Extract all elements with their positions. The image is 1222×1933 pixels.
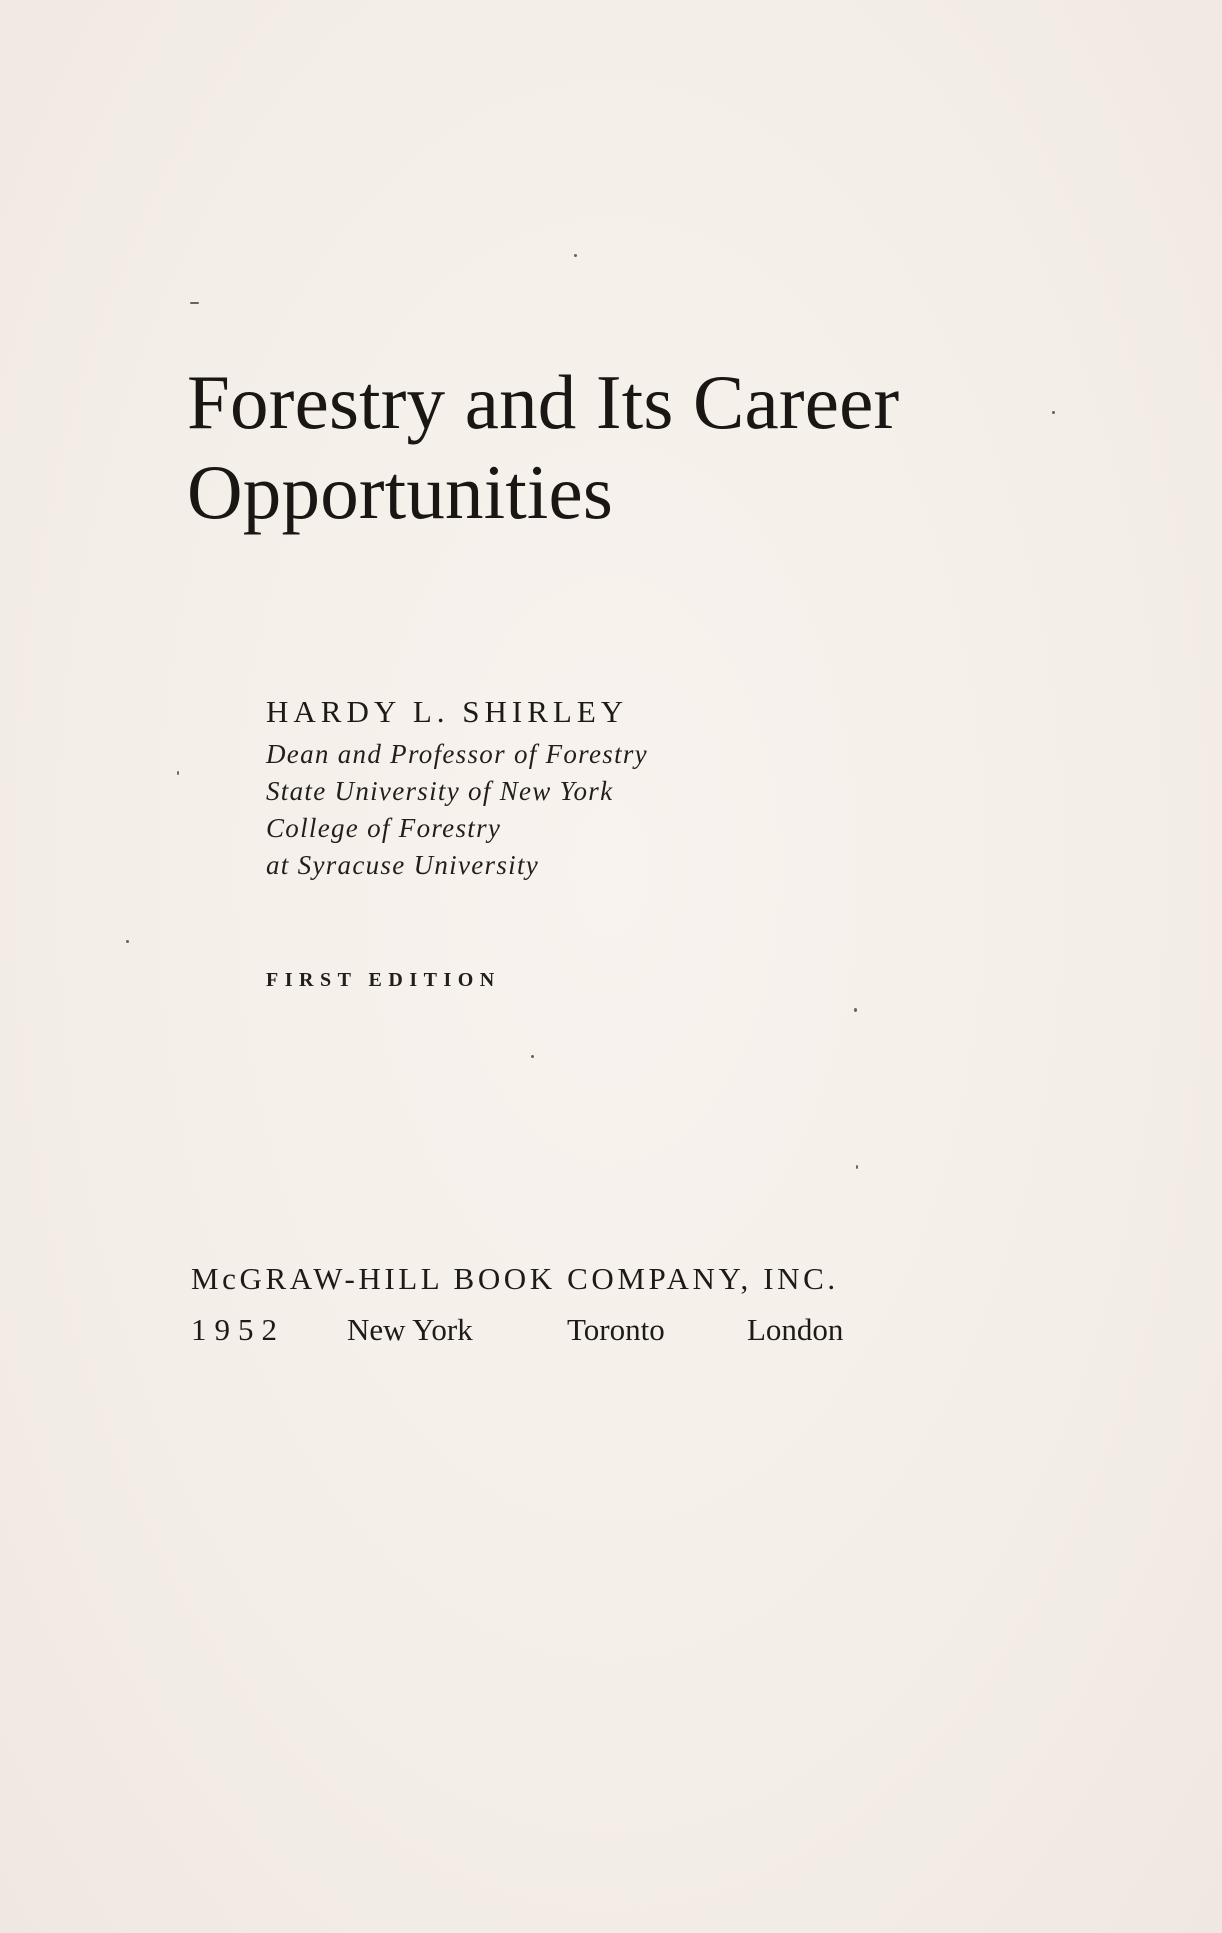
paper-speck <box>126 940 129 943</box>
paper-speck <box>854 1008 857 1012</box>
author-affiliation-line: State University of New York <box>266 776 614 806</box>
paper-speck <box>574 254 577 257</box>
publication-year: 1952 <box>191 1312 285 1347</box>
author-name: HARDY L. SHIRLEY <box>266 694 629 729</box>
publisher-name: McGRAW-HILL BOOK COMPANY, INC. <box>191 1261 839 1296</box>
paper-speck <box>856 1165 858 1169</box>
paper-speck <box>177 771 179 775</box>
imprint-city: New York <box>347 1312 473 1347</box>
edition-label: FIRST EDITION <box>266 969 501 991</box>
author-block <box>266 692 648 884</box>
author-affiliation-line: Dean and Professor of Forestry <box>266 739 648 769</box>
imprint-city: London <box>747 1312 844 1347</box>
paper-speck <box>531 1055 534 1058</box>
book-title-line-1: Forestry and Its Career <box>187 359 900 445</box>
book-title-line-2: Opportunities <box>187 449 614 535</box>
author-affiliation-line: College of Forestry <box>266 813 502 843</box>
book-title <box>187 357 1087 537</box>
paper-speck <box>190 302 199 304</box>
author-affiliation-line: at Syracuse University <box>266 850 540 880</box>
imprint-city: Toronto <box>567 1312 665 1347</box>
